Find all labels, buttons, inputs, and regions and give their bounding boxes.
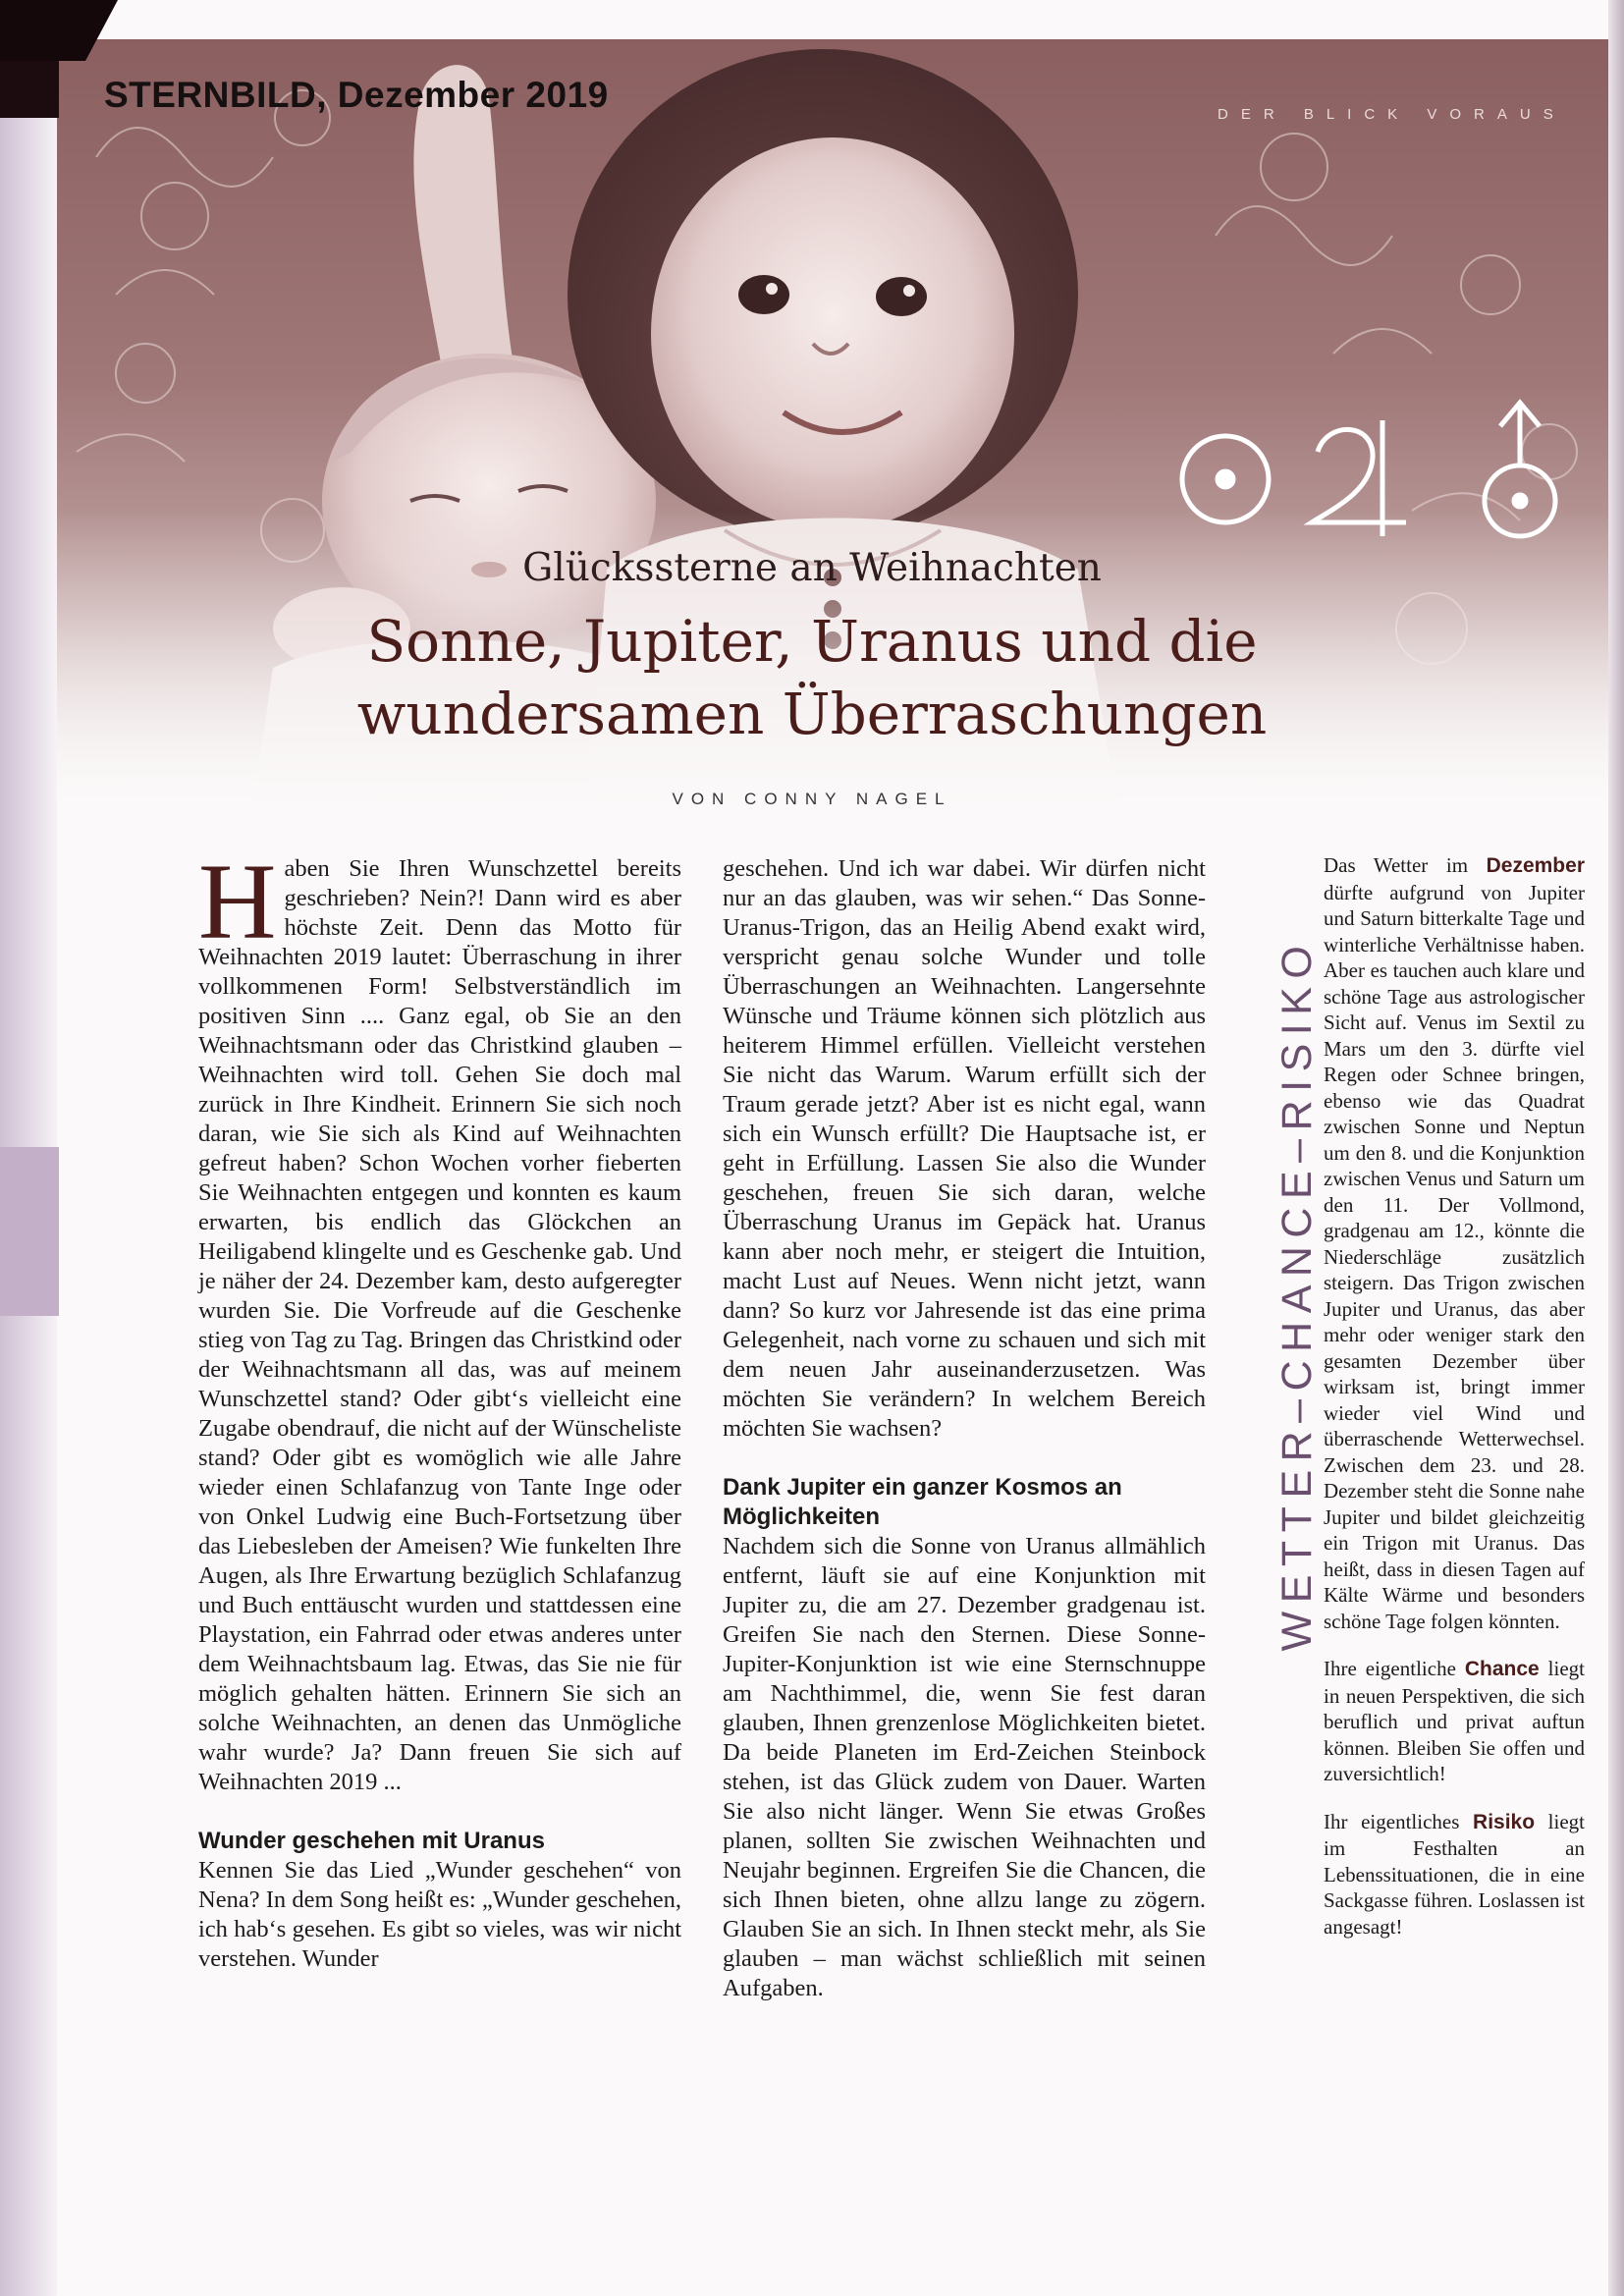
- chance-paragraph: [1324, 1656, 1585, 1787]
- text-column-2: [723, 854, 1206, 2003]
- weather-lead: Das Wetter im: [1324, 853, 1487, 877]
- chance-keyword: Chance: [1464, 1658, 1540, 1680]
- chance-lead: Ihre eigentliche: [1324, 1657, 1465, 1680]
- headline-line-1: Sonne, Jupiter, Uranus und die: [366, 608, 1258, 675]
- risk-lead: Ihr eigentliches: [1324, 1809, 1474, 1833]
- scan-left-band: [0, 1147, 59, 1316]
- sidebar-column: [1324, 852, 1585, 1961]
- section1-paragraph-part1: Kennen Sie das Lied „Wunder geschehen“ von Nena? In dem Song heißt es: „Wunder geschehen, ich hab‘s gesehen. Es gibt so vieles, was wir nicht verstehen. Wunder: [198, 1857, 681, 1972]
- sidebar-vertical-label: [1269, 852, 1326, 1736]
- section1-paragraph-part2: geschehen. Und ich war dabei. Wir dürfen nicht nur an das glauben, was wir sehen.“ Das Sonne-Uranus-Trigon, das an Heilig Abend exakt wird, verspricht genau solche Wunder und tolle Überraschungen an Weihnachten. Langersehnte Wünsche und Träume können sich plötzlich aus heiterem Himmel erfüllen. Vielleicht verstehen Sie nicht das Warum. Warum erfüllt sich der Traum gerade jetzt? Aber ist es nicht egal, wann sich ein Wunsch erfüllt? Die Hauptsache ist, er geht in Erfüllung. Lassen Sie also die Wunder geschehen, freuen Sie sich daran, welche Überraschung Uranus im Gepäck hat. Uranus kann aber noch mehr, er steigert die Intuition, macht Lust auf Neues. Wenn nicht jetzt, wann dann? So kurz vor Jahresende ist das eine prima Gelegenheit, nach vorne zu schauen und sich mit dem neuen Jahr auseinanderzusetzen. Was möchten Sie verändern? In welchem Bereich möchten Sie wachsen?: [723, 855, 1206, 1442]
- magazine-tag: STERNBILD, Dezember 2019: [104, 75, 609, 115]
- intro-text: aben Sie Ihren Wunschzettel bereits geschrieben? Nein?! Dann wird es aber höchste Zeit. Denn das Motto für Weihnachten 2019 lautet: Überraschung in ihrer vollkommenen Form! Selbstverständlich im positiven Sinn .... Ganz egal, ob Sie an den Weihnachtsmann oder das Christkind glauben – Weihnachten wird toll. Gehen Sie doch mal zurück in Ihre Kindheit. Erinnern Sie sich noch daran, wie Sie sich als Kind auf Weihnachten gefreut haben? Schon Wochen vorher fieberten Sie Weihnachten entgegen und konnten es kaum erwarten, bis endlich das Glöckchen an Heiligabend klingelte und es Geschenke gab. Und je näher der 24. Dezember kam, desto aufgeregter wurden Sie. Die Vorfreude auf die Geschenke stieg von Tag zu Tag. Bringen das Christkind oder der Weihnachtsmann all das, was auf meinem Wunschzettel stand? Oder gibt‘s vielleicht eine Zugabe obendrauf, die nicht auf der Wünscheliste stand? Oder gibt es womöglich wie alle Jahre wieder einen Schlafanzug von Tante Inge oder von Onkel Ludwig eine Buch-Fortsetzung über das Liebesleben der Ameisen? Wie funkelten Ihre Augen, als Ihre Erwartung bezüglich Schlafanzug und Buch enttäuscht wurden und stattdessen eine Playstation, ein Fahrrad oder etwas anderes unter dem Weihnachtsbaum lag. Etwas, das Sie nie für möglich gehalten hätten. Erinnern Sie sich an solche Weihnachten, an denen das Unmögliche wahr wurde? Ja? Dann freuen Sie sich auf Weihnachten 2019 ...: [198, 855, 681, 1795]
- risk-text: liegt im Festhalten an Lebenssituationen, die in eine Sackgasse führen. Loslassen ist angesagt!: [1324, 1809, 1586, 1939]
- text-column-1: [198, 842, 681, 1974]
- weather-text: dürfte aufgrund von Jupiter und Saturn bitterkalte Tage und winterliche Verhältnisse haben. Aber es tauchen auch klare und schöne Tage aus astrologischer Sicht auf. Venus im Sextil zu Mars um den 3. dürfte viel Regen oder Schnee bringen, ebenso wie das Quadrat zwischen Sonne und Neptun um den 8. und die Konjunktion zwischen Venus und Saturn um den 11. Der Vollmond, gradgenau am 12., könnte die Niederschläge zusätzlich steigern. Das Trigon zwischen Jupiter und Uranus, das aber mehr oder weniger stark den gesamten Dezember über wirksam ist, bringt immer wieder viel Wind und überraschende Wetterwechsel. Zwischen dem 23. und 28. Dezember steht die Sonne nahe Jupiter und bildet gleichzeitig ein Trigon mit Uranus. Das heißt, dass in diesen Tagen auf Kälte Wärme und besonders schöne Tage folgen könnten.: [1324, 880, 1585, 1633]
- toddler-face: [651, 137, 1014, 530]
- section-tag: DER BLICK VORAUS: [1218, 106, 1566, 123]
- subheading-jupiter: Dank Jupiter ein ganzer Kosmos an Möglichkeiten: [723, 1474, 1122, 1530]
- article-kicker: Glückssterne an Weihnachten: [522, 546, 1102, 590]
- weather-paragraph: [1324, 852, 1585, 1634]
- subheading-uranus: Wunder geschehen mit Uranus: [198, 1828, 545, 1854]
- risk-keyword: Risiko: [1473, 1810, 1536, 1833]
- risk-paragraph: [1324, 1809, 1585, 1941]
- weather-keyword: Dezember: [1486, 854, 1585, 877]
- article-author: VON CONNY NAGEL: [672, 790, 952, 808]
- article-headline: [0, 605, 1624, 750]
- vertical-label-text: WETTER–CHANCE–RISIKO: [1273, 937, 1321, 1652]
- sun-symbol: [1182, 436, 1269, 522]
- intro-paragraph: [198, 842, 681, 1797]
- drop-cap: H: [198, 842, 277, 961]
- scan-right-edge: [1608, 0, 1624, 2296]
- chance-text: liegt in neuen Perspektiven, die sich beruflich und privat auftun können. Bleiben Sie offen und zuversichtlich!: [1324, 1657, 1586, 1785]
- section2-paragraph: Nachdem sich die Sonne von Uranus allmählich entfernt, läuft sie auf eine Konjunktion mit Jupiter zu, die am 27. Dezember gradgenau ist. Greifen Sie nach den Sternen. Diese Sonne-Jupiter-Konjunktion ist wie eine Sternschnuppe am Nachthimmel, die, wenn Sie fest daran glauben, Ihnen grenzenlose Möglichkeiten bietet. Da beide Planeten im Erd-Zeichen Steinbock stehen, ist das Glück zudem von Dauer. Warten Sie also nicht länger. Wenn Sie etwas Großes planen, sollten Sie zwischen Weihnachten und Neujahr beginnen. Ergreifen Sie die Chancen, die sich Ihnen bieten, ohne allzu lange zu zögern. Glauben Sie an sich. In Ihnen steckt mehr, als Sie glauben – man wächst schließlich mit seinen Aufgaben.: [723, 1533, 1206, 2001]
- headline-line-2: wundersamen Überraschungen: [356, 681, 1268, 747]
